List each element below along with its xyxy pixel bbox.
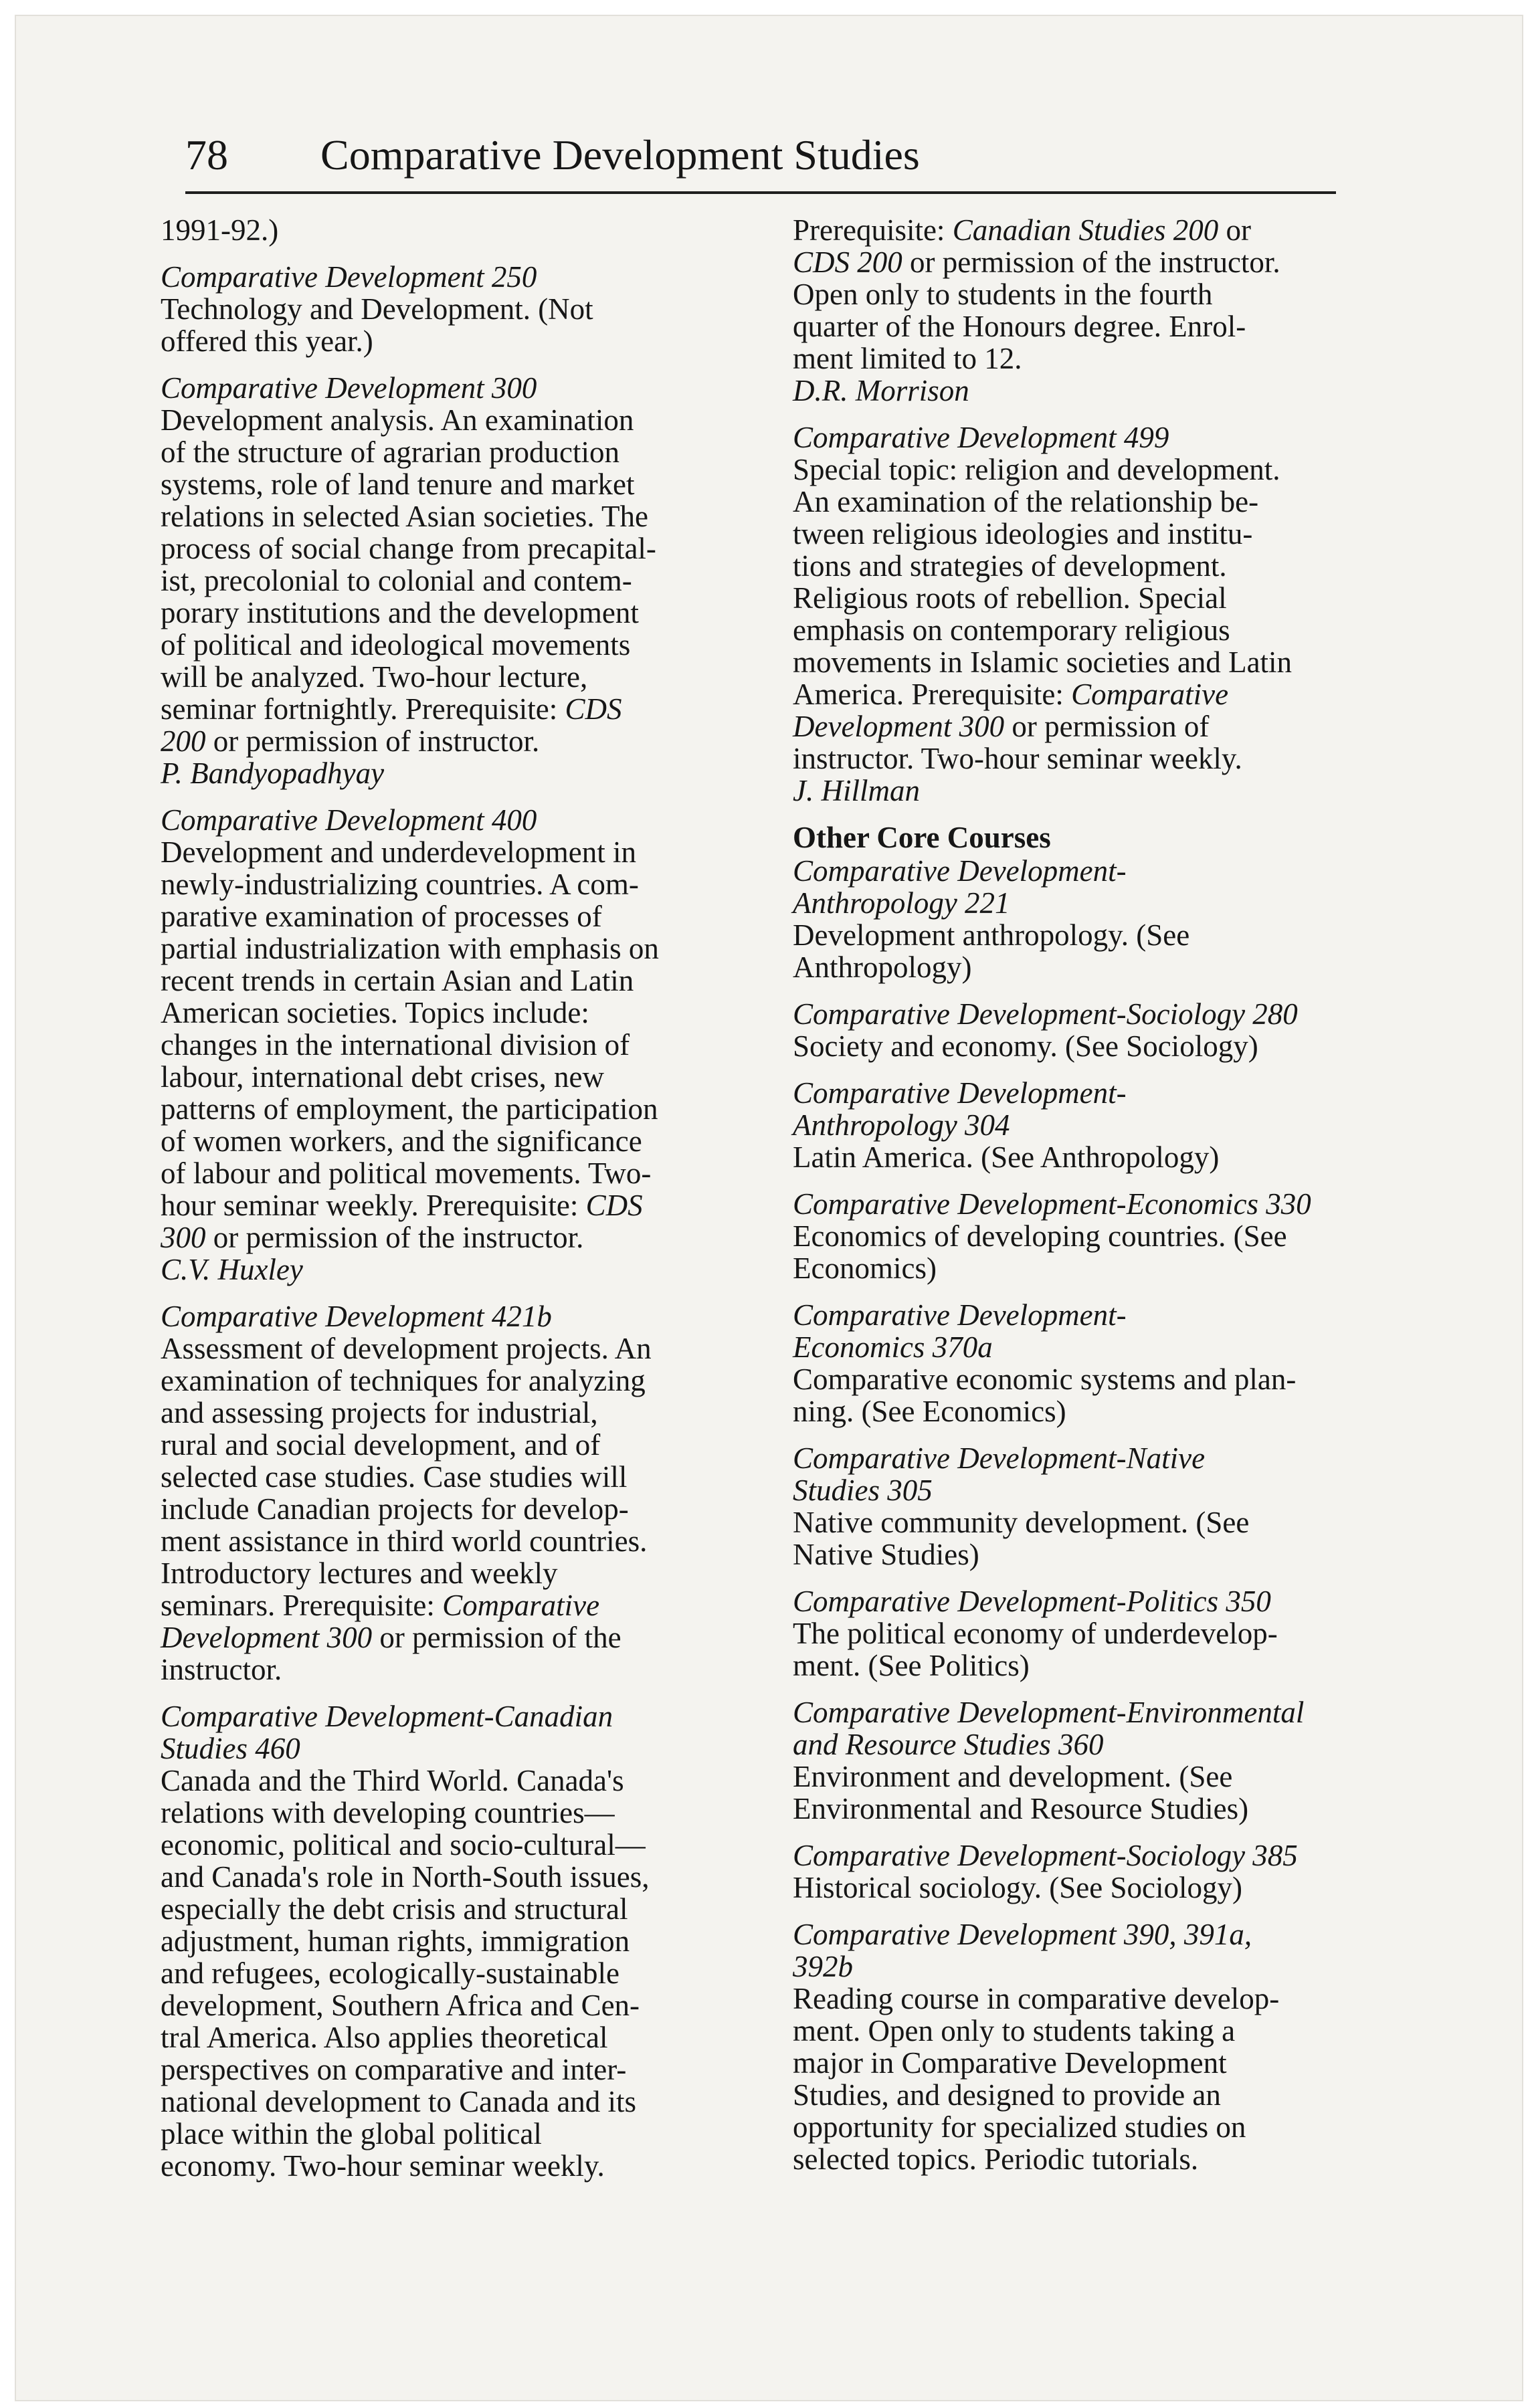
core-course-entry [793, 1585, 1381, 1682]
course-title: Comparative Development 400 [161, 803, 537, 837]
core-course-entry [793, 1299, 1381, 1427]
left-column [161, 214, 749, 2197]
course-entry-250 [161, 261, 749, 357]
course-description: Environment and development. (See Environmental and Resource Studies) [793, 1760, 1249, 1825]
course-entry-460-continued [793, 214, 1381, 407]
course-entry-400 [161, 804, 749, 1286]
page-header [185, 122, 1336, 195]
course-description: Technology and Development. (Not offered this year.) [161, 292, 593, 358]
description-text: Special topic: religion and development. An examination of the relationship be- tween religious ideologies and institu- tions and strategies of development. Religious roots of rebellion. Special emphasis on contemporary religious movements in Islamic societies and Latin America. Prerequisite: [793, 453, 1293, 711]
prerequisite-course: CDS 200 [161, 692, 622, 758]
course-description: Canada and the Third World. Canada's relations with developing countries— economic, political and socio-cultural— and Canada's role in North-South issues, especially the debt crisis and structural adjustment, human rights, immigration and refugees, ecologically-sustainable development, Southern Africa and Cen- tral America. Also applies theoretical perspectives on comparative and inter- national development to Canada and its place within the global political economy. Two-hour seminar weekly. [161, 1764, 650, 2183]
course-description: Society and economy. (See Sociology) [793, 1029, 1258, 1063]
course-title: Comparative Development-Environmental and Resource Studies 360 [793, 1696, 1305, 1761]
course-title: Comparative Development- Anthropology 304 [793, 1076, 1127, 1142]
course-title: Comparative Development-Economics 330 [793, 1187, 1311, 1221]
course-title: Comparative Development-Canadian Studies 460 [161, 1700, 613, 1765]
description-text: or permission of instructor. Two-hour seminar weekly. [793, 710, 1242, 775]
course-description: Economics of developing countries. (See Economics) [793, 1219, 1287, 1285]
course-description: Comparative economic systems and plan- ning. (See Economics) [793, 1363, 1297, 1428]
description-text: Assessment of development projects. An examination of techniques for analyzing and assessing projects for industrial, rural and social development, and of selected case studies. Case studies will include Canadian projects for develop- ment assistance in third world countries. Introductory lectures and weekly seminars. Prerequisite: [161, 1332, 652, 1622]
header-rule [185, 191, 1336, 194]
prerequisite-course: Comparative Development 300 [161, 1589, 600, 1654]
description-text: or permission of the instructor. [161, 1621, 621, 1686]
instructor-name: D.R. Morrison [793, 374, 969, 407]
prerequisite-course: Canadian Studies 200 [952, 213, 1219, 247]
core-course-entry [793, 855, 1381, 983]
instructor-name: C.V. Huxley [161, 1253, 303, 1286]
core-course-entry [793, 1188, 1381, 1284]
course-description: Development anthropology. (See Anthropology) [793, 918, 1190, 984]
course-entry-300 [161, 372, 749, 789]
page-number: 78 [185, 131, 228, 179]
instructor-name: J. Hillman [793, 774, 920, 807]
section-heading: Other Core Courses [793, 821, 1051, 854]
course-description [793, 214, 1381, 375]
course-description [161, 1332, 749, 1686]
course-description: The political economy of underdevelop- ment. (See Politics) [793, 1617, 1278, 1682]
course-title: Comparative Development 421b [161, 1300, 552, 1333]
description-text: Prerequisite: [793, 213, 953, 247]
course-entry-460 [161, 1700, 749, 2182]
course-title: Comparative Development-Sociology 280 [793, 997, 1298, 1031]
course-title: Comparative Development-Native Studies 305 [793, 1441, 1206, 1507]
running-title: Comparative Development Studies [320, 131, 920, 179]
course-description [161, 836, 749, 1253]
course-description: Reading course in comparative develop- ment. Open only to students taking a major in Comparative Development Studies, and designed to provide an opportunity for specialized studies on selected topics. Periodic tutorials. [793, 1982, 1280, 2176]
core-course-entry [793, 1918, 1381, 2175]
course-description: Native community development. (See Native Studies) [793, 1506, 1250, 1571]
continued-text: 1991-92.) [161, 213, 279, 247]
description-text: or permission of the instructor. Open only to students in the fourth quarter of the Honours degree. Enrol- ment limited to 12. [793, 245, 1280, 375]
description-text: Development and underdevelopment in newly-industrializing countries. A com- parative examination of processes of partial industrialization with emphasis on recent trends in certain Asian and Latin American societies. Topics include: changes in the international division of labour, international debt crises, new patterns of employment, the participation of women workers, and the significance of labour and political movements. Two- hour seminar weekly. Prerequisite: [161, 835, 659, 1222]
course-title: Comparative Development 390, 391a, 392b [793, 1918, 1252, 1983]
core-courses-list [793, 855, 1381, 2175]
prerequisite-course: CDS 200 [793, 245, 902, 279]
core-course-entry [793, 1442, 1381, 1571]
description-text: or permission of instructor. [205, 724, 540, 758]
course-description: Latin America. (See Anthropology) [793, 1140, 1220, 1174]
description-text: or [1226, 213, 1251, 247]
course-title: Comparative Development-Politics 350 [793, 1585, 1271, 1618]
core-course-entry [793, 1839, 1381, 1904]
course-title: Comparative Development- Economics 370a [793, 1298, 1127, 1364]
core-course-entry [793, 1077, 1381, 1173]
prerequisite-course: Comparative Development 300 [793, 678, 1229, 743]
course-title: Comparative Development 250 [161, 260, 537, 294]
right-column [793, 214, 1381, 2190]
course-description: Historical sociology. (See Sociology) [793, 1871, 1242, 1904]
course-title: Comparative Development-Sociology 385 [793, 1839, 1298, 1872]
course-title: Comparative Development- Anthropology 221 [793, 854, 1127, 920]
prerequisite-course: CDS 300 [161, 1189, 643, 1254]
course-entry-421b [161, 1300, 749, 1686]
course-title: Comparative Development 300 [161, 371, 537, 405]
course-entry-499 [793, 421, 1381, 807]
description-text: or permission of the instructor. [205, 1221, 584, 1254]
core-course-entry [793, 1696, 1381, 1825]
course-description [161, 404, 749, 757]
continuation-text [161, 214, 749, 246]
description-text: Development analysis. An examination of the structure of agrarian production systems, role of land tenure and market relations in selected Asian societies. The process of social change from precapital- ist, precolonial to colonial and contem- porary institutions and the development of political and ideological movements will be analyzed. Two-hour lecture, seminar fortnightly. Prerequisite: [161, 403, 656, 726]
core-course-entry [793, 998, 1381, 1062]
course-description [793, 454, 1381, 775]
instructor-name: P. Bandyopadhyay [161, 757, 385, 790]
course-title: Comparative Development 499 [793, 421, 1169, 454]
